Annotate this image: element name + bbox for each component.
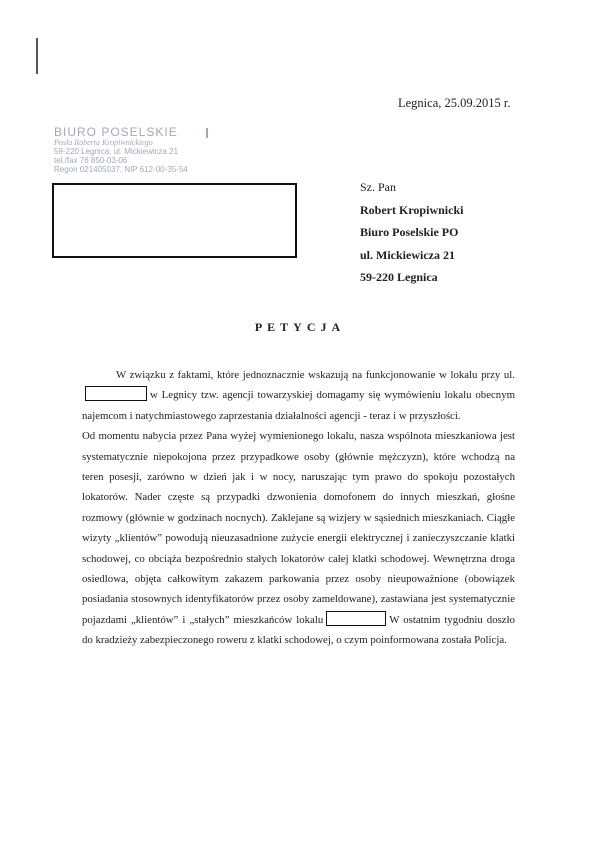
recipient-address	[360, 176, 463, 289]
paragraph-1-end: w Legnicy tzw. agencji towarzyskiej domagamy się wymówieniu lokalu obecnym najemcom i natychmiastowego zaprzestania działalności agencji - teraz i w przyszłości.	[82, 389, 515, 422]
recipient-street: ul. Mickiewicza 21	[360, 247, 455, 262]
paragraph-2-start: Od momentu nabycia przez Pana wyżej wymienionego lokalu, nasza wspólnota mieszkaniowa jest systematycznie niepokojona przez przypadkowe osoby (głównie mężczyzn), które wchodzą na teren posesji, zarówno w dzień jak i w nocy, naruszając tym prawo do spokoju pozostałych lokatorów. Nader częste są przypadki dzwonienia domofonem do innych mieszkań, głośne rozmowy (głównie w godzinach nocnych). Zaklejane są wizjery w sąsiednich mieszkaniach. Ciągłe wizyty „klientów” powodują nieuzasadnione zużycie energii elektrycznej i zanieczyszczanie klatki schodowej, co obciąża bezpośrednio stałych lokatorów całej klatki schodowej. Wewnętrzna droga osiedlowa, objęta całkowitym zakazem parkowania przez osoby nieupoważnione (obowiązek posiadania stosownych identyfikatorów przez osoby zameldowane), zastawiana jest systematycznie pojazdami „klientów” i „stałych” mieszkańców lokalu	[82, 430, 515, 626]
recipient-salutation: Sz. Pan	[360, 180, 396, 194]
stamp-regon: Regon 021405037, NIP 612-00-35-54	[54, 164, 188, 174]
stamp-subtitle: Posła Roberta Kropiwnickiego	[54, 138, 153, 148]
paragraph-2-end: W ostatnim tygodniu doszło do kradzieży zabezpieczonego roweru z klatki schodowej, o czym poinformowana została Policja.	[82, 613, 515, 647]
paragraph-1	[82, 365, 515, 426]
redacted-sender-box	[52, 183, 297, 258]
stamp-address: 59-220 Legnica, ul. Mickiewicza 21	[54, 146, 179, 156]
stamp-title: BIURO POSELSKIE	[54, 125, 178, 139]
redacted-street-box	[85, 386, 147, 401]
document-heading: PETYCJA	[254, 320, 346, 334]
paragraph-2	[82, 426, 515, 650]
petition-body	[82, 365, 515, 651]
margin-mark	[36, 38, 38, 74]
recipient-name: Robert Kropiwnicki	[360, 202, 464, 217]
stamp-phone: tel./fax 76 850-03-06	[54, 155, 128, 165]
document-date: Legnica, 25.09.2015 r.	[398, 96, 511, 110]
recipient-city: 59-220 Legnica	[360, 270, 438, 284]
office-stamp	[54, 126, 204, 174]
paragraph-1-start: W związku z faktami, które jednoznacznie wskazują na funkcjonowanie w lokalu przy ul.	[116, 369, 515, 381]
stamp-mark	[206, 128, 208, 138]
redacted-unit-box	[326, 611, 386, 626]
recipient-office: Biuro Poselskie PO	[360, 225, 459, 239]
